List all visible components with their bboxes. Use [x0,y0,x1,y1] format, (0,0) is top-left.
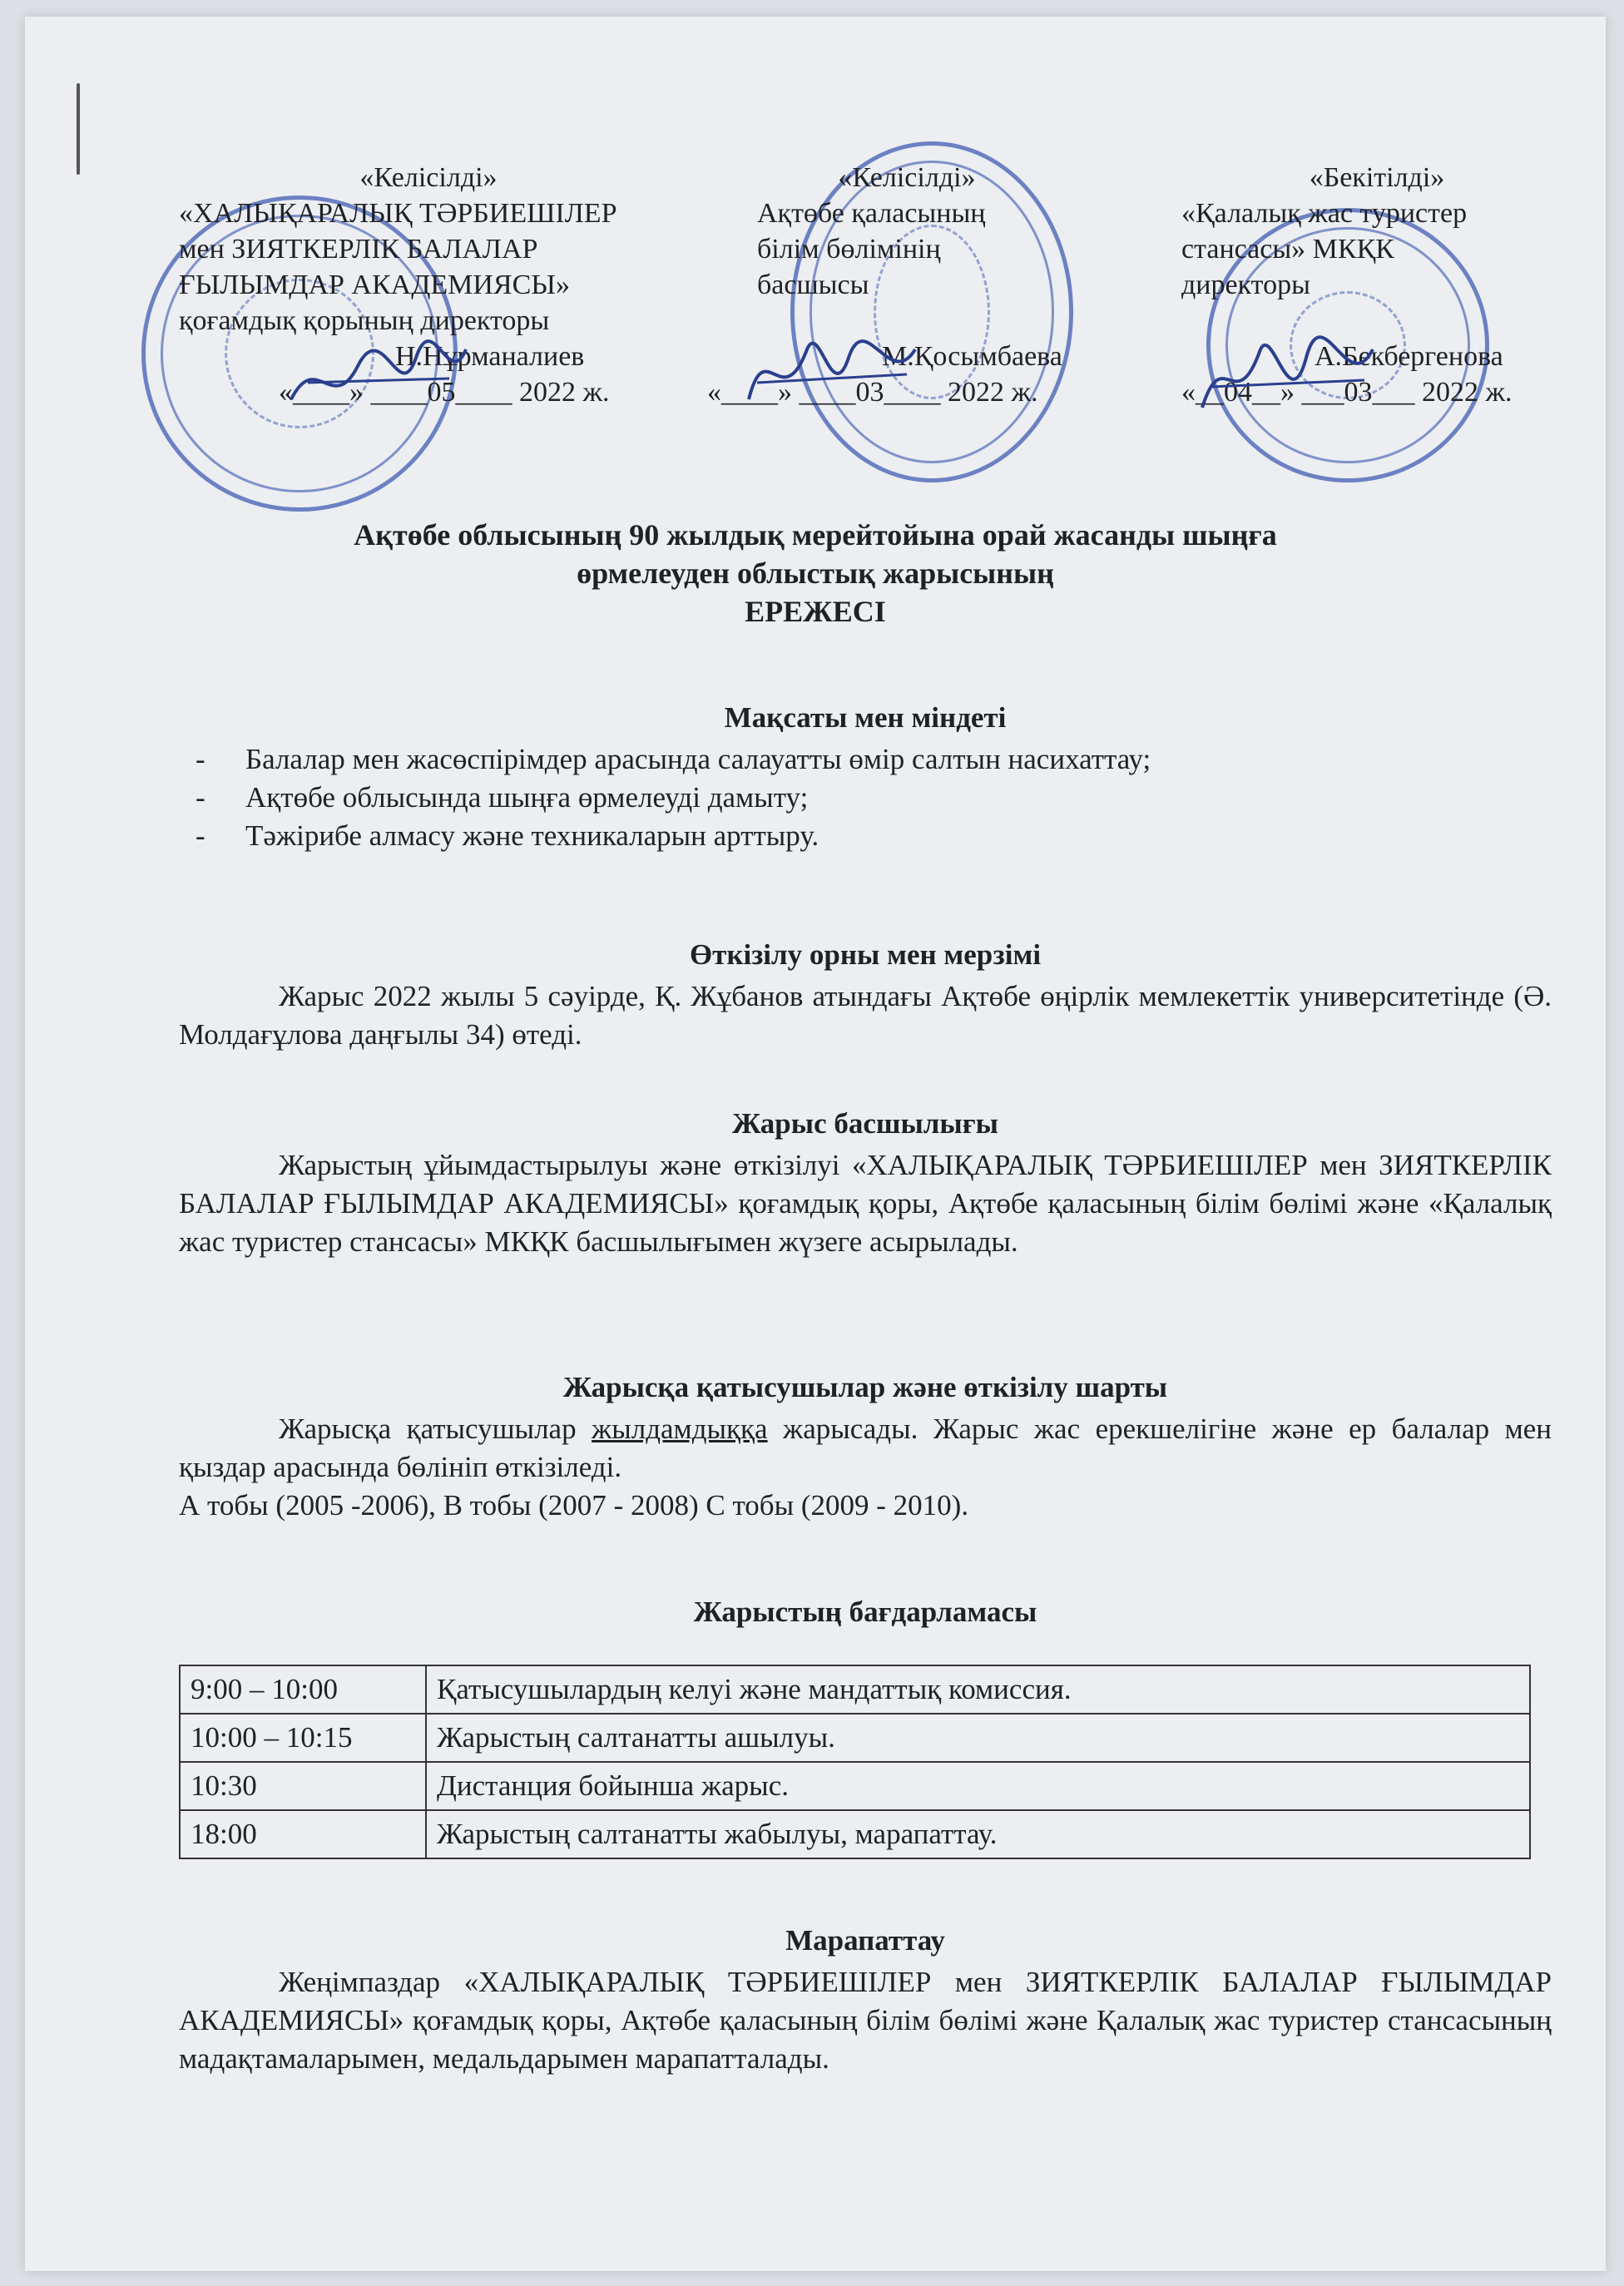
title-line: өрмелеуден облыстық жарысының [577,557,1054,590]
approval-line: Ақтөбе қаласының [757,198,986,229]
section-heading: Жарысқа қатысушылар және өткізілу шарты [562,1371,1168,1403]
section-paragraph: Жарыстың ұйымдастырылуы және өткізілуі «ХАЛЫҚАРАЛЫҚ ТӘРБИЕШІЛЕР мен ЗИЯТКЕРЛІК БАЛАЛАР ҒЫЛЫМДАР АКАДЕМИЯСЫ» қоғамдық қоры, Ақтөбе қаласының білім бөлімі және «Қалалық жас туристер стансасы» МКҚК басшылығымен жүзеге асырылады. [179,1149,1552,1258]
table-cell-event: Дистанция бойынша жарыс. [426,1762,1530,1810]
table-row [180,1810,1530,1858]
section-paragraph [179,1410,1552,1487]
section-heading: Марапаттау [785,1924,945,1957]
table-cell-time: 10:30 [180,1762,426,1810]
participants-section [179,1368,1552,1525]
program-section [179,1593,1552,1859]
table-cell-event: Қатысушылардың келуі және мандаттық комиссия. [426,1665,1530,1714]
table-row [180,1665,1530,1714]
approval-label: «Келісілді» [838,162,976,193]
table-cell-time: 18:00 [180,1810,426,1858]
venue-section [179,936,1552,1054]
section-heading: Мақсаты мен міндеті [724,701,1007,734]
approval-signer: М.Қосымбаева [882,341,1062,372]
approval-line: стансасы» МКҚК [1181,234,1394,265]
approval-date: «____» ____05____ 2022 ж. [279,377,610,408]
approval-line: директоры [1181,270,1310,300]
goals-section [179,699,1552,855]
approval-block-3 [1181,160,1572,410]
approval-line: білім бөлімінің [757,234,941,265]
table-cell-event: Жарыстың салтанатты ашылуы. [426,1714,1530,1762]
document-sheet [25,17,1606,2271]
approval-date: «__04__» ___03___ 2022 ж. [1181,377,1513,408]
awards-section [179,1922,1552,2078]
underlined-word: жылдамдыққа [592,1413,768,1445]
section-heading: Жарыстың бағдарламасы [693,1596,1037,1628]
paragraph-text: жарысады. Жарыс жас ерекшелігіне және ер балалар мен қыздар арасында бөлініп өткізіледі. [179,1413,1552,1483]
approval-block-2 [682,160,1131,410]
approval-line: «ХАЛЫҚАРАЛЫҚ ТӘРБИЕШІЛЕР [179,198,617,229]
section-paragraph: Жарыс 2022 жылы 5 сәуірде, Қ. Жұбанов атындағы Ақтөбе өңірлік мемлекеттік университетінде (Ә. Молдағұлова даңғылы 34) өтеді. [179,980,1552,1051]
table-cell-time: 9:00 – 10:00 [180,1665,426,1714]
section-heading: Өткізілу орны мен мерзімі [689,938,1042,971]
age-groups: А тобы (2005 -2006), В тобы (2007 - 2008) С тобы (2009 - 2010). [179,1489,969,1522]
approval-line: қоғамдық қорының директоры [179,305,550,336]
table-row [180,1714,1530,1762]
approval-line: басшысы [757,270,869,300]
approval-label: «Келісілді» [359,162,498,193]
leadership-section [179,1105,1552,1261]
document-title [150,516,1481,631]
approval-line: «Қалалық жас туристер [1181,198,1468,229]
paragraph-text: Жарысқа қатысушылар [279,1413,592,1445]
approval-signer: А.Бекбергенова [1315,341,1503,372]
pen-mark [77,83,80,175]
program-table [179,1665,1531,1859]
approval-line: ҒЫЛЫМДАР АКАДЕМИЯСЫ» [179,270,570,300]
approval-label: «Бекітілді» [1309,162,1445,193]
title-line: Ақтөбе облысының 90 жылдық мерейтойына орай жасанды шыңға [354,518,1277,552]
list-item: - Ақтөбе облысында шыңға өрмелеуді дамыту; [179,779,1552,817]
table-cell-time: 10:00 – 10:15 [180,1714,426,1762]
section-paragraph: Жеңімпаздар «ХАЛЫҚАРАЛЫҚ ТӘРБИЕШІЛЕР мен ЗИЯТКЕРЛІК БАЛАЛАР ҒЫЛЫМДАР АКАДЕМИЯСЫ» қоғамдық қоры, Ақтөбе қаласының білім бөлімі және Қалалық жас туристер стансасының мадақтамаларымен, медальдарымен марапатталады. [179,1966,1552,2075]
goals-list [179,740,1552,855]
table-row [180,1762,1530,1810]
table-cell-event: Жарыстың салтанатты жабылуы, марапаттау. [426,1810,1530,1858]
approval-line: мен ЗИЯТКЕРЛІК БАЛАЛАР [179,234,538,265]
list-item: - Балалар мен жасөспірімдер арасында салауатты өмір салтын насихаттау; [179,740,1552,779]
title-line: ЕРЕЖЕСІ [745,595,886,628]
list-item: - Тәжірибе алмасу және техникаларын арттыру. [179,817,1552,855]
approval-signer: Н.Нұрманалиев [395,341,585,372]
approval-block-1 [179,160,678,410]
section-heading: Жарыс басшылығы [732,1107,998,1140]
approval-date: «____» ____03____ 2022 ж. [707,377,1038,408]
